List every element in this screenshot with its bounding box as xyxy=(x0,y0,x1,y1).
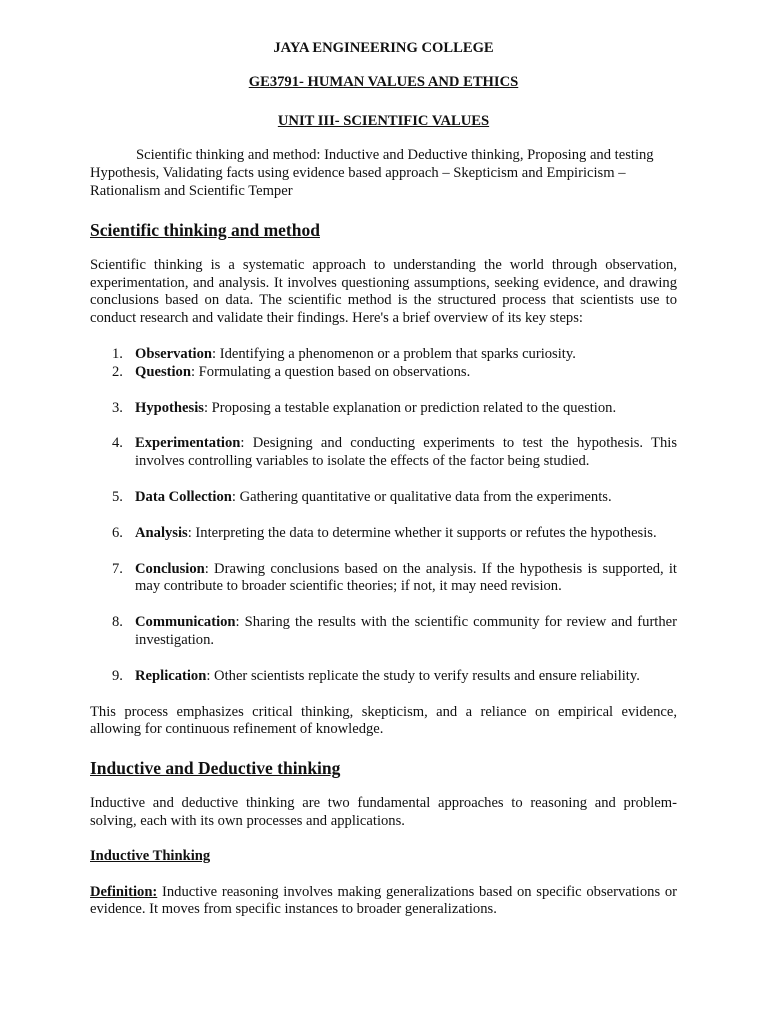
scientific-thinking-intro: Scientific thinking is a systematic approach to understanding the world through observation, experimentation, and analysis. It involves questioning assumptions, seeking evidence, and drawing conclusions based on data. The scientific method is the structured process that scientists use to conduct research and validate their findings. Here's a brief overview of its key steps: xyxy=(90,256,677,327)
document-page xyxy=(90,40,677,919)
list-item: 8. Communication: Sharing the results with the scientific community for review and further investigation. xyxy=(112,614,677,648)
step-text: : Sharing the results with the scientific community for review and further investigation. xyxy=(135,614,677,648)
step-term: Question xyxy=(135,363,191,380)
list-item: 6. Analysis: Interpreting the data to determine whether it supports or refutes the hypothesis. xyxy=(112,524,657,541)
step-text: : Interpreting the data to determine whether it supports or refutes the hypothesis. xyxy=(187,524,657,541)
list-item: 5. Data Collection: Gathering quantitative or qualitative data from the experiments. xyxy=(112,488,612,505)
step-text: : Designing and conducting experiments to test the hypothesis. This involves controlling variables to isolate the effects of the factor being studied. xyxy=(135,435,677,470)
step-text: : Drawing conclusions based on the analysis. If the hypothesis is supported, it may contribute to broader scientific theories; if not, it may need revision. xyxy=(135,560,677,595)
list-item: 9. Replication: Other scientists replicate the study to verify results and ensure reliability. xyxy=(112,667,640,684)
definition-label: Definition: xyxy=(90,883,158,900)
subheading-inductive-thinking: Inductive Thinking xyxy=(90,847,211,864)
section-heading-scientific-thinking: Scientific thinking and method xyxy=(90,219,320,240)
step-text: : Other scientists replicate the study to verify results and ensure reliability. xyxy=(206,667,640,684)
section-heading-inductive-deductive: Inductive and Deductive thinking xyxy=(90,758,341,779)
inductive-deductive-intro: Inductive and deductive thinking are two fundamental approaches to reasoning and problem-solving, each with its own processes and applications. xyxy=(90,795,677,829)
step-text: : Proposing a testable explanation or prediction related to the question. xyxy=(203,399,617,416)
step-text: : Identifying a phenomenon or a problem that sparks curiosity. xyxy=(212,345,576,362)
list-item: 4. Experimentation: Designing and conducting experiments to test the hypothesis. This involves controlling variables to isolate the effects of the factor being studied. xyxy=(112,435,677,470)
course-title: GE3791- HUMAN VALUES AND ETHICS xyxy=(248,73,519,90)
step-term: Data Collection xyxy=(135,488,232,505)
step-term: Replication xyxy=(135,667,207,684)
list-item: 7. Conclusion: Drawing conclusions based on the analysis. If the hypothesis is supported, it may contribute to broader scientific theories; if not, it may need revision. xyxy=(112,560,677,595)
step-text: : Gathering quantitative or qualitative data from the experiments. xyxy=(231,488,612,505)
step-term: Communication xyxy=(135,614,236,631)
syllabus-paragraph: Scientific thinking and method: Inductive and Deductive thinking, Proposing and testing Hypothesis, Validating facts using evidence based approach – Skepticism and Empiricism – Rationalism and Scientific Temper xyxy=(90,147,654,199)
list-item: 3. Hypothesis: Proposing a testable explanation or prediction related to the question. xyxy=(112,399,617,416)
step-term: Observation xyxy=(135,345,213,362)
college-title: JAYA ENGINEERING COLLEGE xyxy=(273,40,494,56)
step-term: Analysis xyxy=(135,524,188,541)
list-item: 2. Question: Formulating a question based on observations. xyxy=(112,363,471,380)
step-term: Conclusion xyxy=(135,560,205,577)
list-item: 1. Observation: Identifying a phenomenon or a problem that sparks curiosity. xyxy=(112,345,576,362)
unit-title: UNIT III- SCIENTIFIC VALUES xyxy=(277,112,490,129)
step-text: : Formulating a question based on observations. xyxy=(190,363,471,380)
scientific-method-steps xyxy=(90,346,677,686)
definition-text: Inductive reasoning involves making generalizations based on specific observations or evidence. It moves from specific instances to broader generalizations. xyxy=(90,883,677,918)
inductive-definition xyxy=(90,884,677,920)
scientific-method-closing: This process emphasizes critical thinking, skepticism, and a reliance on empirical evidence, allowing for continuous refinement of knowledge. xyxy=(90,703,677,738)
step-term: Experimentation xyxy=(135,435,241,452)
step-term: Hypothesis xyxy=(135,399,204,416)
